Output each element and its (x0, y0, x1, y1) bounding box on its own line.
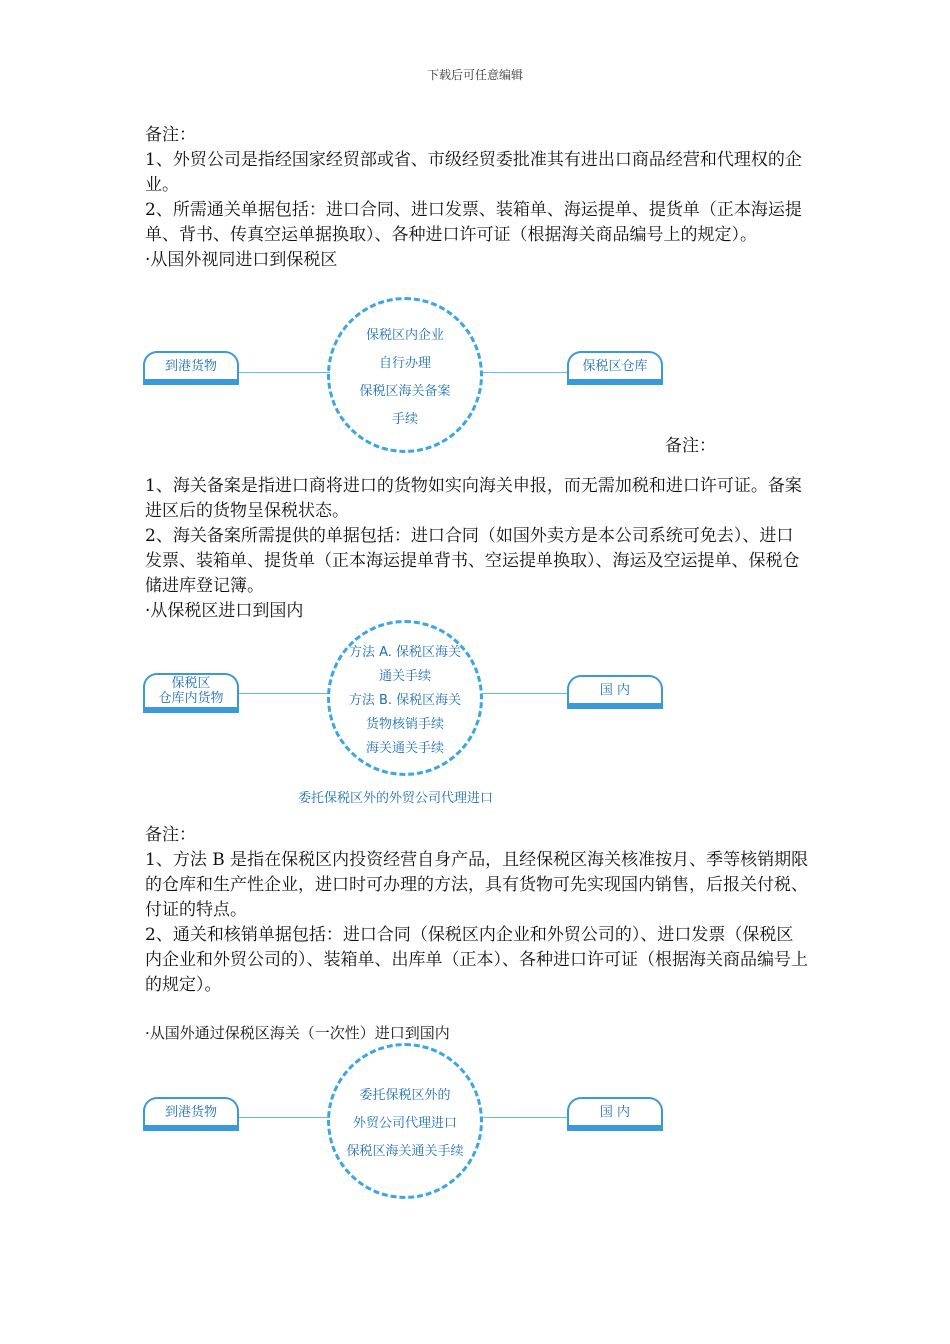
note-item: 1、方法 B 是指在保税区内投资经营自身产品，且经保税区海关核准按月、季等核销期限的仓库和生产性企业，进口时可办理的方法，具有货物可先实现国内销售，后报关付税、付证的特点。 (145, 850, 809, 920)
circle-line: 方法 B. 保税区海关 (348, 692, 462, 708)
note-item: 2、所需通关单据包括：进口合同、进口发票、装箱单、海运提单、提货单（正本海运提单、背书、传真空运单据换取）、各种进口许可证（根据海关商品编号上的规定）。 (145, 200, 802, 245)
bonded-warehouse-box: 保税区仓库 (567, 351, 663, 385)
process-circle (327, 297, 483, 453)
note-item: 2、通关和核销单据包括：进口合同（保税区内企业和外贸公司的）、进口发票（保税区内企业和外贸公司的）、装箱单、出库单（正本）、各种进口许可证（根据海关商品编号上的规定）。 (145, 925, 808, 995)
circle-line: 手续 (391, 411, 418, 427)
domestic-box: 国 内 (567, 1097, 663, 1131)
circle-line: 委托保税区外的 (359, 1087, 451, 1103)
circle-line: 通关手续 (378, 668, 431, 684)
circle-line: 外贸公司代理进口 (352, 1115, 457, 1131)
notes-section-3 (145, 823, 810, 998)
connector-line (482, 1117, 568, 1118)
arrived-goods-box: 到港货物 (143, 1097, 239, 1131)
warehouse-goods-box (143, 673, 239, 713)
box-line: 仓库内货物 (158, 691, 224, 706)
box-line: 保税区 (171, 676, 211, 691)
circle-line: 保税区海关通关手续 (346, 1143, 464, 1159)
note-title: 备注： (665, 436, 716, 456)
diagram-caption: 委托保税区外的外贸公司代理进口 (298, 791, 494, 806)
process-circle (327, 1043, 483, 1199)
section-heading: ·从国外视同进口到保税区 (145, 250, 338, 270)
arrived-goods-box: 到港货物 (143, 351, 239, 385)
note-title: 备注： (145, 125, 196, 145)
circle-line: 保税区内企业 (365, 327, 444, 343)
circle-line: 自行办理 (378, 355, 431, 371)
section-heading: ·从国外通过保税区海关（一次性）进口到国内 (145, 1024, 450, 1042)
domestic-box: 国 内 (567, 675, 663, 709)
connector-line (238, 372, 330, 373)
connector-line (482, 693, 568, 694)
notes-section-2 (145, 474, 810, 624)
connector-line (482, 372, 568, 373)
note-item: 2、海关备案所需提供的单据包括：进口合同（如国外卖方是本公司系统可免去）、进口发票、装箱单、提货单（正本海运提单背书、空运提单换取）、海运及空运提单、保税仓储进库登记簿。 (145, 526, 800, 596)
process-circle (327, 620, 483, 776)
circle-line: 货物核销手续 (365, 716, 444, 732)
note-item: 1、外贸公司是指经国家经贸部或省、市级经贸委批准其有进出口商品经营和代理权的企业。 (145, 150, 802, 195)
circle-line: 保税区海关备案 (359, 383, 451, 399)
note-title: 备注： (145, 825, 196, 845)
circle-line: 方法 A. 保税区海关 (348, 644, 462, 660)
note-item: 1、海关备案是指进口商将进口的货物如实向海关申报，而无需加税和进口许可证。备案进区后的货物呈保税状态。 (145, 476, 802, 521)
section-heading: ·从保税区进口到国内 (145, 601, 304, 621)
connector-line (238, 693, 330, 694)
circle-line: 海关通关手续 (365, 740, 444, 756)
page-header: 下载后可任意编辑 (426, 68, 523, 82)
notes-section-1 (145, 123, 810, 273)
connector-line (238, 1117, 330, 1118)
